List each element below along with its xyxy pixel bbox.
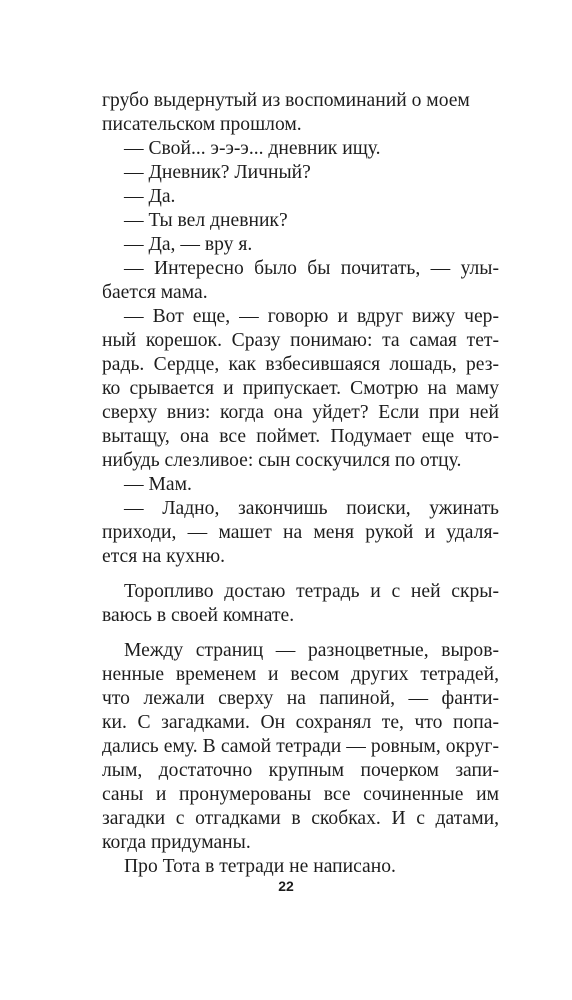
text-line: — Да. — [124, 186, 176, 207]
text-line: ный корешок. Сразу понимаю: та самая тет- — [102, 330, 499, 351]
text-line: — Ладно, закончишь поиски, ужинать — [124, 498, 499, 519]
text-line: — Дневник? Личный? — [124, 162, 311, 183]
text-line: — Интересно было бы почитать, — улы- — [124, 258, 499, 279]
text-line: сверху вниз: когда она уйдет? Если при ней — [102, 402, 499, 423]
text-line: Между страниц — разноцветные, выров- — [124, 640, 499, 661]
text-line: ется на кухню. — [102, 546, 226, 567]
text-line: бается мама. — [102, 282, 208, 303]
text-line: ваюсь в своей комнате. — [102, 605, 295, 626]
text-line: вытащу, она все поймет. Подумает еще что- — [102, 426, 499, 447]
text-line: нибудь слезливое: сын соскучился по отцу. — [102, 450, 462, 471]
text-line: когда придуманы. — [102, 832, 251, 853]
text-line: саны и пронумерованы все сочиненные им — [102, 784, 499, 805]
text-line: — Вот еще, — говорю и вдруг вижу чер- — [124, 306, 499, 327]
text-line: лым, достаточно крупным почерком запи- — [102, 760, 499, 781]
text-line: — Мам. — [124, 474, 192, 495]
text-line: — Ты вел дневник? — [124, 210, 288, 231]
text-line: Торопливо достаю тетрадь и с ней скры- — [124, 581, 499, 602]
text-line: грубо выдернутый из воспоминаний о моем — [102, 90, 470, 111]
body-text — [102, 89, 499, 879]
text-line: дались ему. В самой тетради — ровным, округ- — [102, 736, 499, 757]
text-line: что лежали сверху на папиной, — фанти- — [102, 688, 499, 709]
text-line: ко срывается и припускает. Смотрю на маму — [102, 378, 499, 399]
paragraph-gap — [102, 569, 499, 580]
text-line: ненные временем и весом других тетрадей, — [102, 664, 499, 685]
text-line: загадки с отгадками в скобках. И с датами, — [102, 808, 499, 829]
text-line: радь. Сердце, как взбесившаяся лошадь, рез- — [102, 354, 499, 375]
text-line: — Свой... э-э-э... дневник ищу. — [124, 138, 381, 159]
text-line: писательском прошлом. — [102, 114, 302, 135]
page-number: 22 — [278, 878, 294, 894]
text-line: ки. С загадками. Он сохранял те, что попа- — [102, 712, 499, 733]
paragraph-gap — [102, 628, 499, 639]
text-line: — Да, — вру я. — [124, 234, 253, 255]
text-line: приходи, — машет на меня рукой и удаля- — [102, 522, 499, 543]
text-line: Про Тота в тетради не написано. — [124, 856, 396, 877]
